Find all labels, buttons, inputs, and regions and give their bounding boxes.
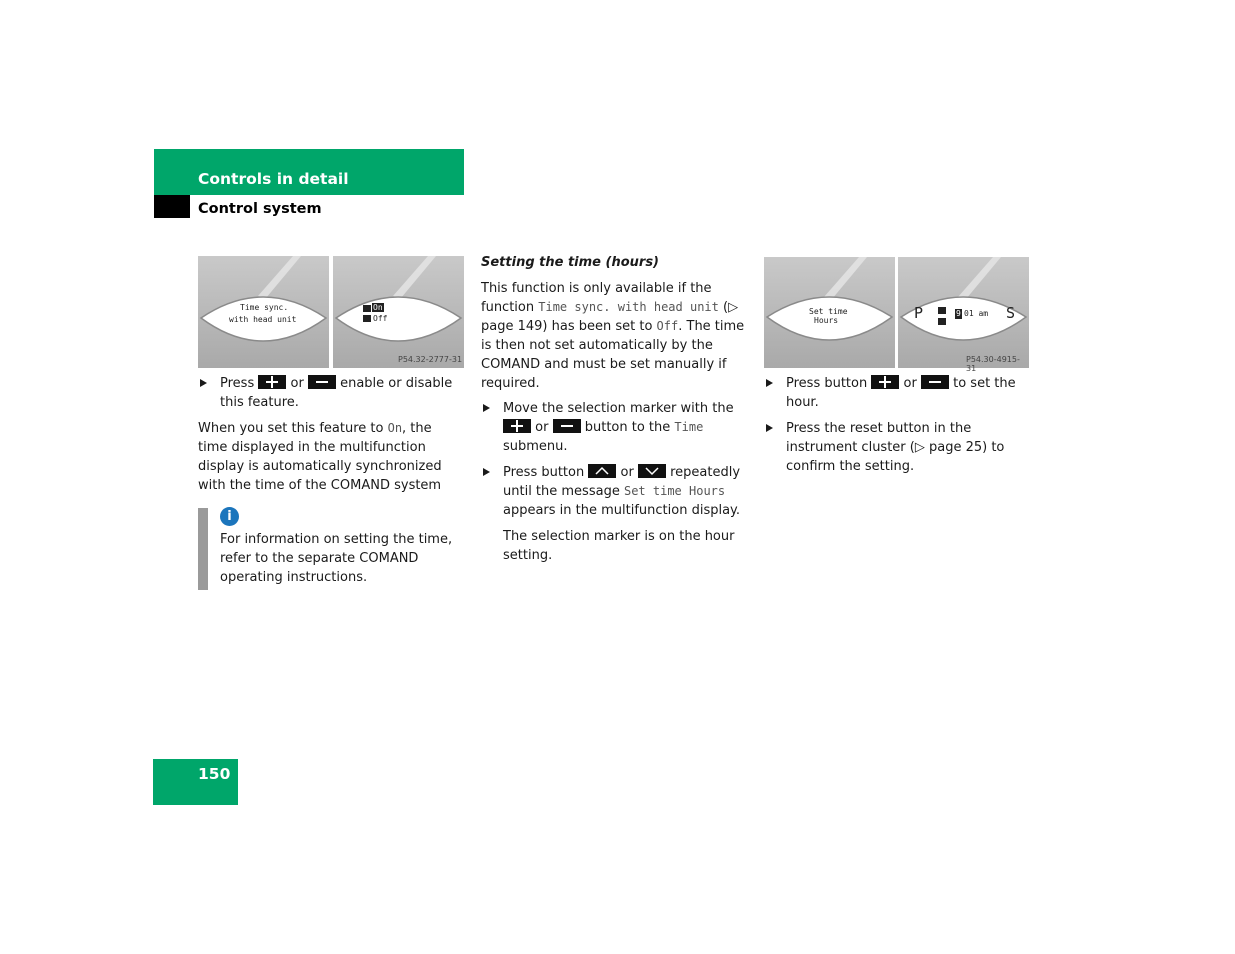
step-text: to set the hour. [786, 376, 1016, 410]
menu-item: Time sync. with head unit [538, 300, 719, 314]
subsection-title: Control system [198, 201, 322, 217]
minus-mini-icon [363, 315, 371, 322]
left-paragraph [198, 419, 464, 495]
bullet-arrow-icon [481, 399, 493, 418]
right-step-1 [786, 374, 1029, 412]
plus-key-icon [258, 375, 286, 389]
display-time: 01 am [964, 309, 989, 318]
step-text: or [290, 376, 304, 391]
figure-time-sync-graphic [198, 256, 464, 368]
intro-text: This function is only available if the function [481, 281, 712, 315]
minus-key-icon [921, 375, 949, 389]
section-heading: Setting the time (hours) [481, 255, 659, 270]
option-off: Off [373, 314, 388, 323]
figure-set-time [764, 257, 1029, 373]
step-text: Press button [503, 465, 585, 480]
step-text: or [620, 465, 634, 480]
step-text: button to the [584, 420, 671, 435]
bullet-arrow-icon [764, 374, 776, 393]
figure-time-sync [198, 256, 464, 368]
section-title: Controls in detail [198, 170, 349, 188]
info-text: For information on setting the time, refer to the separate COMAND operating instructions. [220, 532, 453, 585]
step-text: appears in the multifunction display. [503, 503, 741, 518]
step-text: repeatedly until the message [503, 465, 741, 499]
step-text: submenu. [503, 439, 568, 454]
minus-mini-icon [938, 318, 946, 325]
step-text: enable or disable this feature. [220, 376, 453, 410]
bullet-arrow-icon [764, 419, 776, 438]
subsection-marker [154, 195, 190, 218]
display-line-2: with head unit [229, 315, 297, 324]
step-text: or [903, 376, 917, 391]
step-text: or [535, 420, 549, 435]
display-line-1: Set time [809, 307, 848, 316]
left-step-1 [220, 374, 470, 412]
minus-key-icon [308, 375, 336, 389]
figure-set-time-graphic [764, 257, 1029, 368]
submenu-name: Time [674, 420, 704, 434]
hour-selected: 9 [956, 309, 961, 318]
intro-text: . The time is then not set automatically by the COMAND and must be set manually if required. [481, 319, 745, 391]
minus-key-icon [553, 419, 581, 433]
intro-text: (▷ page 149) has been set to [481, 300, 739, 334]
para-text: When you set this feature to [198, 421, 384, 436]
bullet-arrow-icon [198, 374, 210, 393]
up-arrow-key-icon [588, 464, 616, 478]
figure-code: P54.30-4915-31 [966, 355, 1020, 373]
selection-note: The selection marker is on the hour setting. [503, 529, 735, 563]
para-text: , the time displayed in the multifunction display is automatically synchronized with the time of the COMAND system [198, 421, 442, 493]
gear-p: P [914, 304, 924, 322]
info-icon: i [220, 507, 239, 526]
intro-paragraph [481, 279, 747, 393]
info-bar [198, 508, 208, 590]
display-line-1: Time sync. [240, 303, 289, 312]
middle-step-2 [503, 463, 747, 520]
bullet-arrow-icon [481, 463, 493, 482]
plus-mini-icon [938, 307, 946, 314]
plus-key-icon [503, 419, 531, 433]
step-text: Press button [786, 376, 868, 391]
value-off: Off [656, 319, 679, 333]
step-text: Press [220, 376, 255, 391]
value-on: On [387, 421, 403, 435]
gear-s: S [1006, 304, 1016, 322]
page-number: 150 [198, 765, 231, 783]
plus-mini-icon [363, 305, 371, 312]
down-arrow-key-icon [638, 464, 666, 478]
figure-code: P54.32-2777-31 [398, 355, 463, 364]
display-line-2: Hours [814, 316, 839, 325]
display-message: Set time Hours [623, 484, 726, 498]
plus-key-icon [871, 375, 899, 389]
middle-step-1 [503, 399, 747, 456]
step-text: Move the selection marker with the [503, 401, 734, 416]
option-on: On [373, 303, 383, 312]
right-step-2: Press the reset button in the instrument cluster (▷ page 25) to confirm the setting. [786, 421, 1005, 474]
